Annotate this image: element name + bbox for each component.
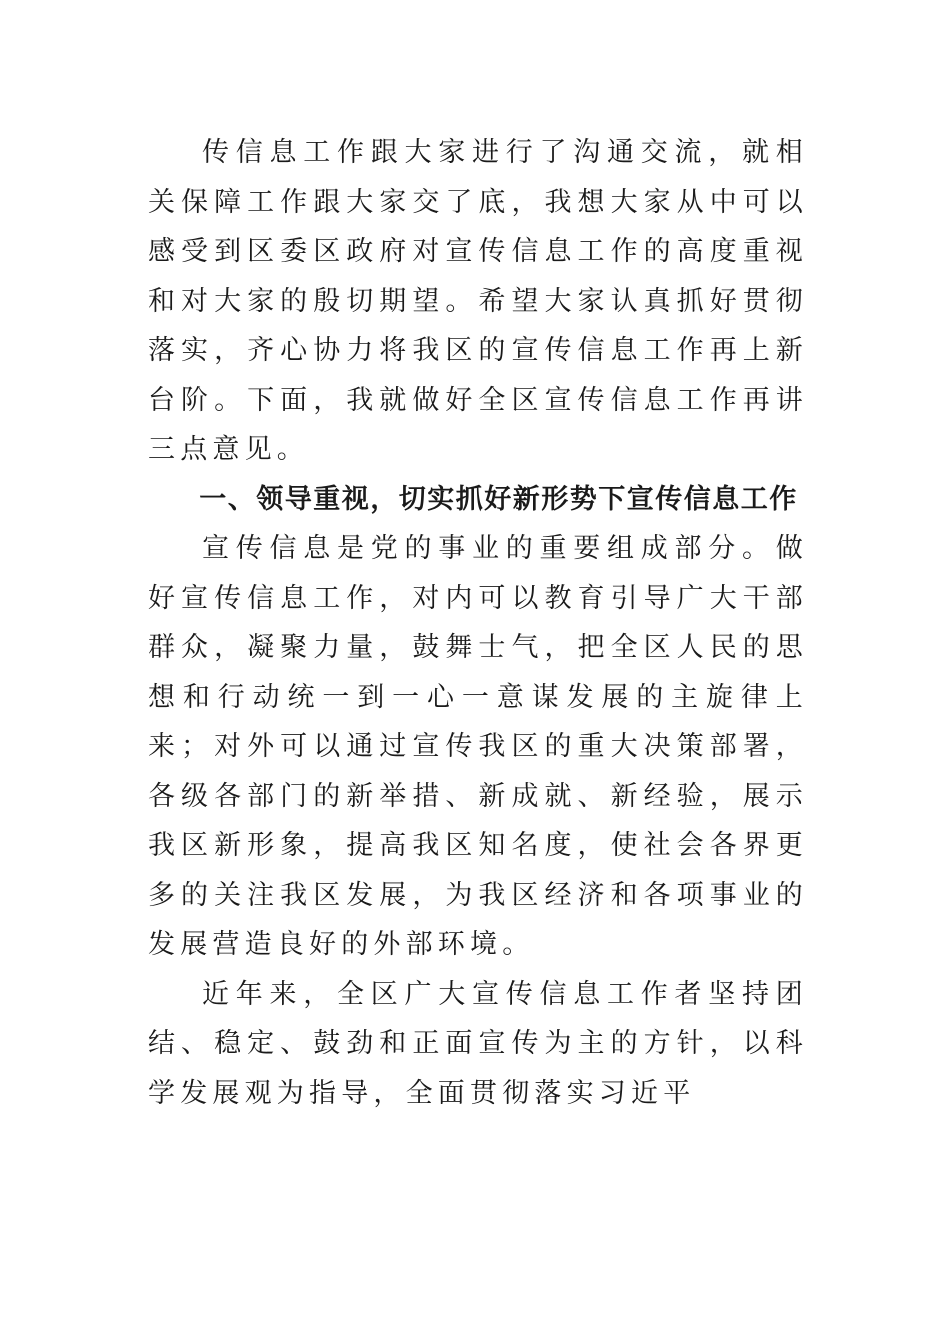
section-heading: 一、领导重视，切实抓好新形势下宣传信息工作 [199, 483, 798, 515]
paragraph-recent-years: 近年来，全区广大宣传信息工作者坚持团结、稳定、鼓劲和正面宣传为主的方针，以科学发展观为指导，全面贯彻落实习近平 [148, 978, 808, 1109]
paragraph-continuation: 传信息工作跟大家进行了沟通交流，就相关保障工作跟大家交了底，我想大家从中可以感受到区委区政府对宣传信息工作的高度重视和对大家的殷切期望。希望大家认真抓好贯彻落实，齐心协力将我区的宣传信息工作再上新台阶。下面，我就做好全区宣传信息工作再讲三点意见。 [148, 137, 808, 465]
document-body [148, 128, 808, 1118]
paragraph-importance: 宣传信息是党的事业的重要组成部分。做好宣传信息工作，对内可以教育引导广大干部群众，凝聚力量，鼓舞士气，把全区人民的思想和行动统一到一心一意谋发展的主旋律上来；对外可以通过宣传我区的重大决策部署，各级各部门的新举措、新成就、新经验，展示我区新形象，提高我区知名度，使社会各界更多的关注我区发展，为我区经济和各项事业的发展营造良好的外部环境。 [148, 533, 808, 960]
